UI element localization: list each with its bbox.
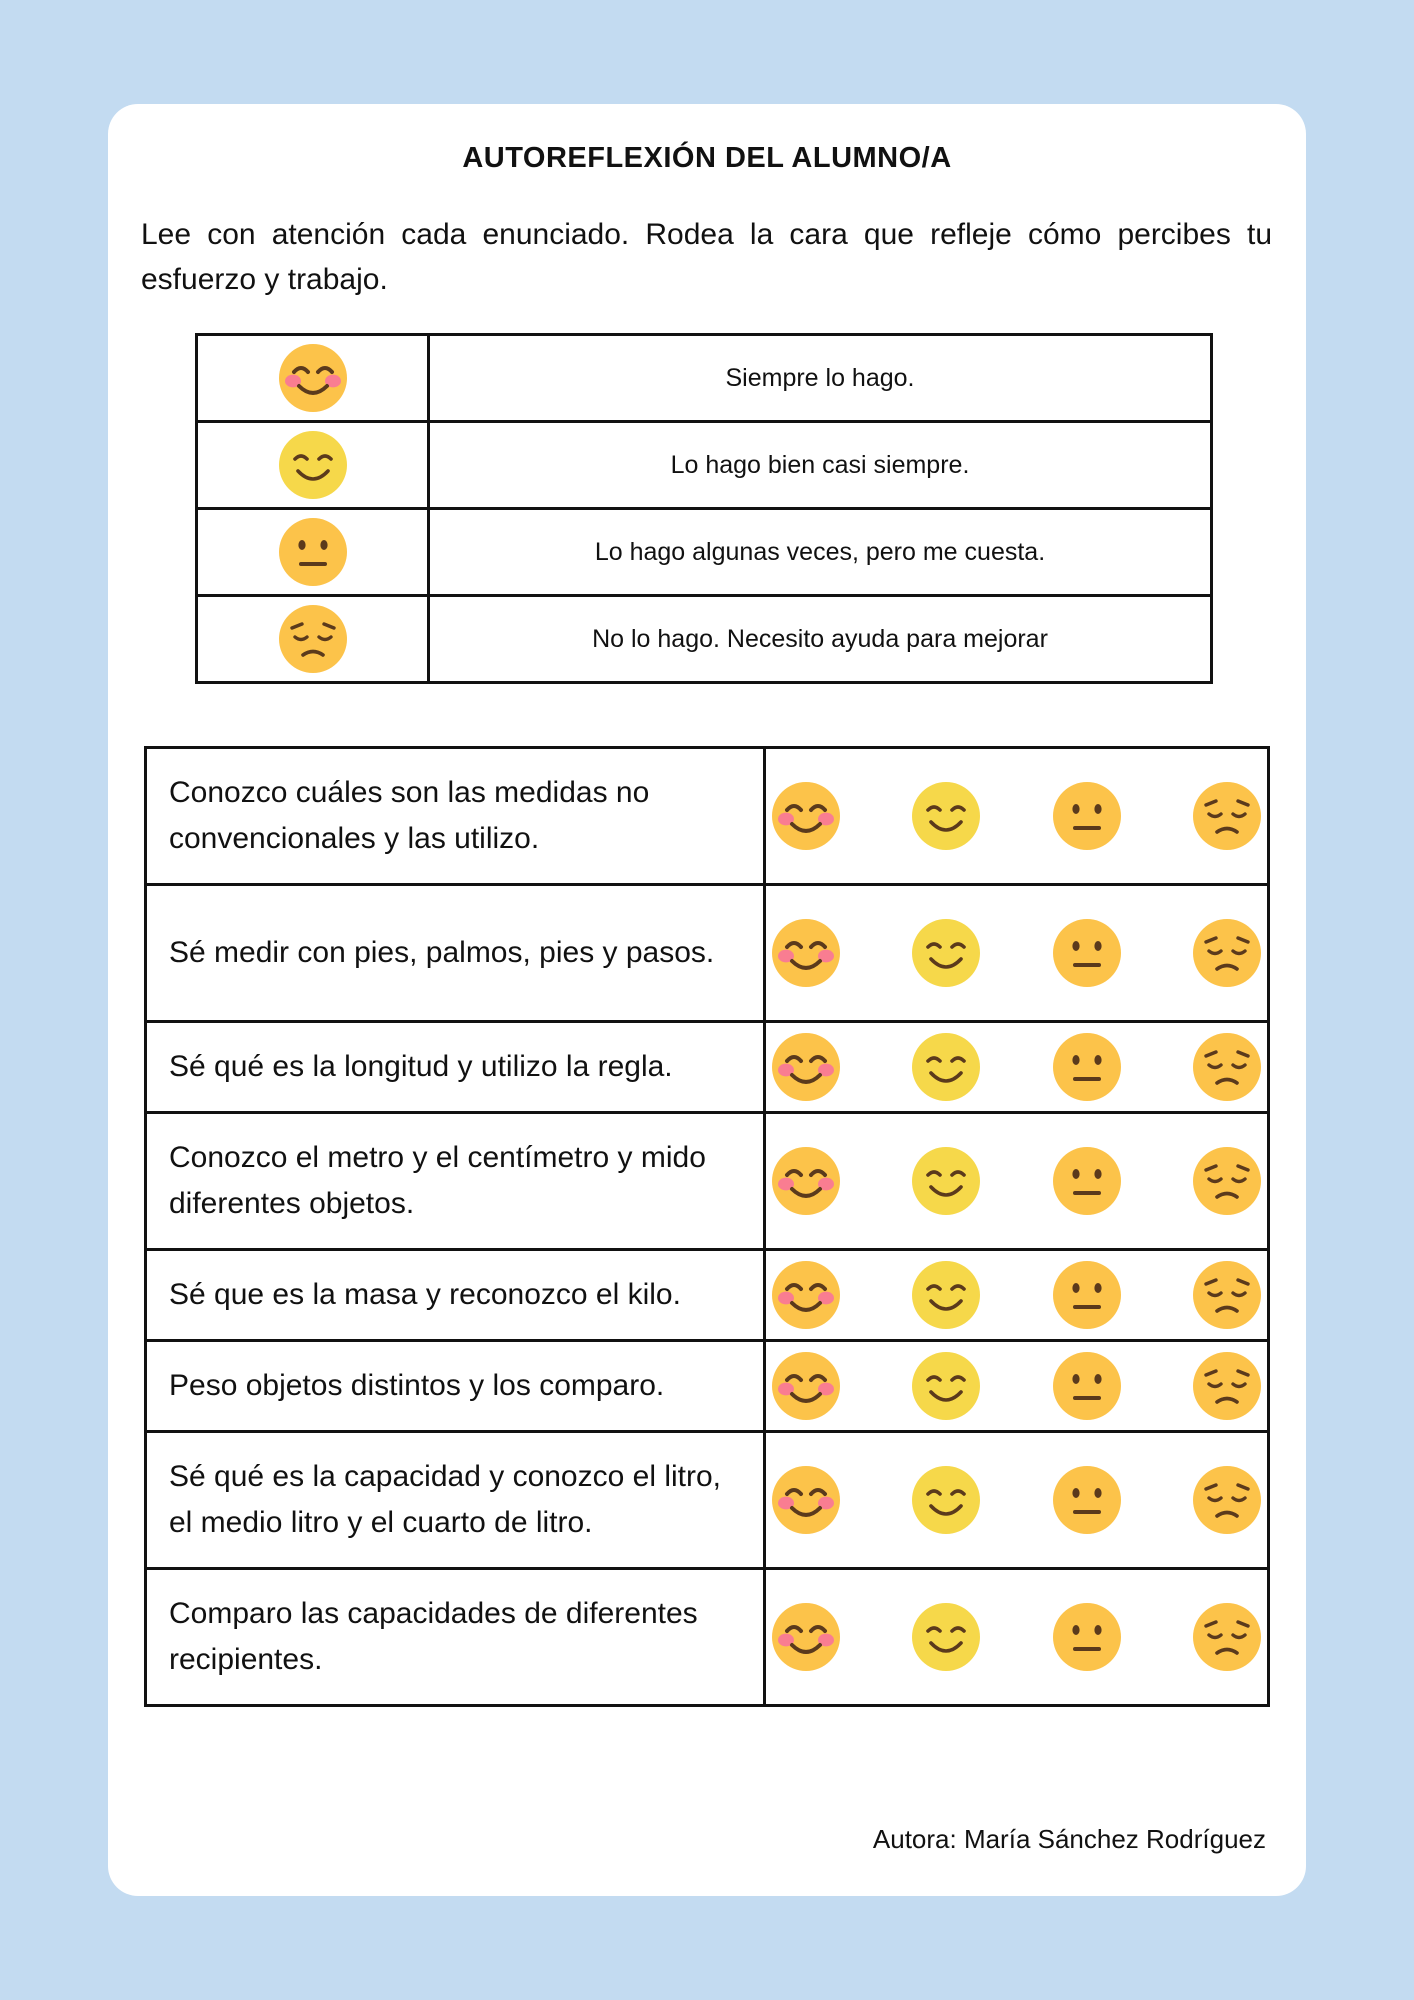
statement-row — [146, 1432, 1269, 1569]
neutral-face-icon[interactable] — [1051, 1259, 1123, 1331]
smiling-face-icon — [277, 429, 349, 501]
smiling-blush-face-icon[interactable] — [770, 1464, 842, 1536]
legend-text: Lo hago bien casi siempre. — [429, 422, 1212, 509]
pensive-face-icon[interactable] — [1191, 1031, 1263, 1103]
legend-text: Siempre lo hago. — [429, 335, 1212, 422]
pensive-face-icon[interactable] — [1191, 917, 1263, 989]
smiling-blush-face-icon[interactable] — [770, 1350, 842, 1422]
smiling-blush-face-icon[interactable] — [770, 1601, 842, 1673]
statement-row — [146, 1250, 1269, 1341]
statement-text: Conozco el metro y el centímetro y mido diferentes objetos. — [146, 1113, 765, 1250]
smiling-face-icon[interactable] — [910, 1145, 982, 1217]
face-options — [766, 780, 1267, 852]
face-options — [766, 1259, 1267, 1331]
smiling-blush-face-icon[interactable] — [770, 1259, 842, 1331]
smiling-face-icon[interactable] — [910, 780, 982, 852]
instructions: Lee con atención cada enunciado. Rodea la cara que refleje cómo percibes tu esfuerzo y trabajo. — [141, 218, 1272, 296]
pensive-face-icon[interactable] — [1191, 1145, 1263, 1217]
statement-row — [146, 1341, 1269, 1432]
statement-text: Sé qué es la capacidad y conozco el litro, el medio litro y el cuarto de litro. — [146, 1432, 765, 1569]
pensive-face-icon[interactable] — [1191, 1464, 1263, 1536]
neutral-face-icon[interactable] — [1051, 1031, 1123, 1103]
legend-row — [197, 596, 1212, 683]
statement-text: Conozco cuáles son las medidas no convencionales y las utilizo. — [146, 748, 765, 885]
statement-text: Sé medir con pies, palmos, pies y pasos. — [146, 885, 765, 1022]
smiling-face-icon[interactable] — [910, 1259, 982, 1331]
statement-row — [146, 1569, 1269, 1706]
smiling-face-icon[interactable] — [910, 1464, 982, 1536]
statement-text: Sé qué es la longitud y utilizo la regla. — [146, 1022, 765, 1113]
smiling-face-icon[interactable] — [910, 1350, 982, 1422]
statement-text: Comparo las capacidades de diferentes recipientes. — [146, 1569, 765, 1706]
legend-row — [197, 422, 1212, 509]
statement-row — [146, 1022, 1269, 1113]
neutral-face-icon[interactable] — [1051, 917, 1123, 989]
face-options — [766, 1350, 1267, 1422]
face-options — [766, 1601, 1267, 1673]
legend-table — [195, 333, 1213, 684]
statement-row — [146, 1113, 1269, 1250]
worksheet-card — [108, 104, 1306, 1896]
statement-text: Sé que es la masa y reconozco el kilo. — [146, 1250, 765, 1341]
pensive-face-icon[interactable] — [1191, 1350, 1263, 1422]
face-options — [766, 1031, 1267, 1103]
neutral-face-icon[interactable] — [1051, 1145, 1123, 1217]
pensive-face-icon — [277, 603, 349, 675]
legend-row — [197, 335, 1212, 422]
statement-row — [146, 748, 1269, 885]
face-options — [766, 1464, 1267, 1536]
face-options — [766, 917, 1267, 989]
page-title: AUTOREFLEXIÓN DEL ALUMNO/A — [462, 142, 952, 174]
smiling-face-icon[interactable] — [910, 1031, 982, 1103]
neutral-face-icon — [277, 516, 349, 588]
legend-row — [197, 509, 1212, 596]
statement-text: Peso objetos distintos y los comparo. — [146, 1341, 765, 1432]
face-options — [766, 1145, 1267, 1217]
self-assessment-table — [144, 746, 1270, 1707]
smiling-blush-face-icon[interactable] — [770, 917, 842, 989]
smiling-blush-face-icon[interactable] — [770, 1145, 842, 1217]
neutral-face-icon[interactable] — [1051, 1464, 1123, 1536]
pensive-face-icon[interactable] — [1191, 1259, 1263, 1331]
pensive-face-icon[interactable] — [1191, 780, 1263, 852]
smiling-face-icon[interactable] — [910, 1601, 982, 1673]
neutral-face-icon[interactable] — [1051, 1601, 1123, 1673]
author-credit: Autora: María Sánchez Rodríguez — [872, 1824, 1266, 1854]
pensive-face-icon[interactable] — [1191, 1601, 1263, 1673]
smiling-face-icon[interactable] — [910, 917, 982, 989]
neutral-face-icon[interactable] — [1051, 780, 1123, 852]
legend-text: No lo hago. Necesito ayuda para mejorar — [429, 596, 1212, 683]
neutral-face-icon[interactable] — [1051, 1350, 1123, 1422]
legend-text: Lo hago algunas veces, pero me cuesta. — [429, 509, 1212, 596]
smiling-blush-face-icon — [277, 342, 349, 414]
statement-row — [146, 885, 1269, 1022]
smiling-blush-face-icon[interactable] — [770, 1031, 842, 1103]
smiling-blush-face-icon[interactable] — [770, 780, 842, 852]
